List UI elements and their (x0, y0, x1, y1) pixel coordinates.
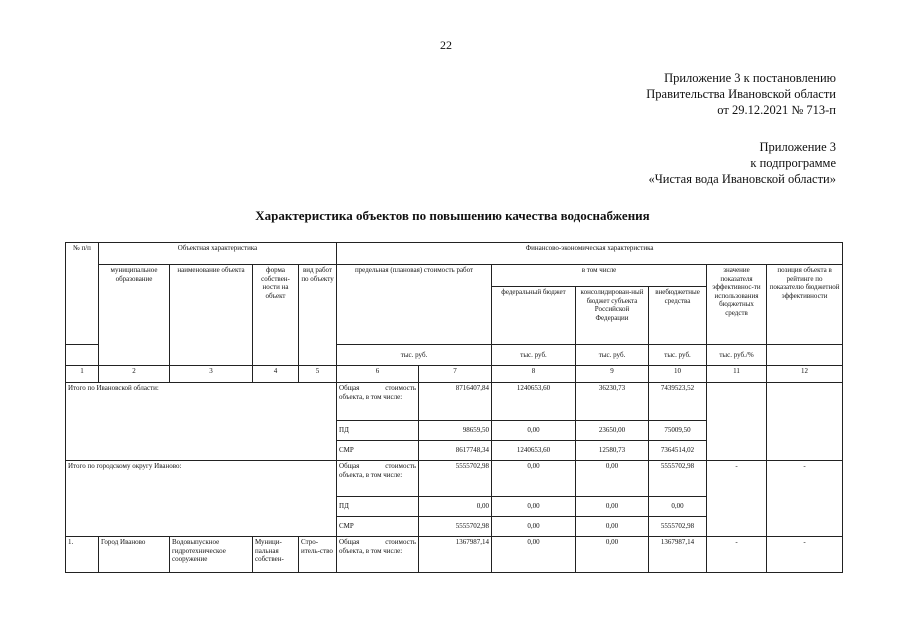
cell-federal: 1240653,60 (492, 441, 576, 461)
header-unit-federal: тыс. руб. (492, 345, 576, 366)
row-kind: ПД (337, 421, 419, 441)
cell-total: 5555702,98 (419, 517, 492, 537)
objects-table (65, 242, 843, 573)
header-unit-consolidated: тыс. руб. (576, 345, 649, 366)
cell-efficiency: - (707, 461, 767, 537)
header-unit-max-cost: тыс. руб. (337, 345, 492, 366)
cell-consolidated: 0,00 (576, 461, 649, 497)
row-kind: СМР (337, 441, 419, 461)
total-ivanovo-label: Итого по городскому округу Иваново: (66, 461, 337, 537)
header-object-characteristic: Объектная характеристика (99, 243, 337, 265)
col-number: 10 (649, 366, 707, 383)
cell-consolidated: 36230,73 (576, 383, 649, 421)
header-municipal: муниципальное образование (99, 265, 170, 366)
cell-total: 8716407,84 (419, 383, 492, 421)
header-unit-extrabudget: тыс. руб. (649, 345, 707, 366)
header-unit-empty (66, 345, 99, 366)
col-number: 12 (767, 366, 843, 383)
cell-extrabudget: 5555702,98 (649, 517, 707, 537)
cell-consolidated: 12580,73 (576, 441, 649, 461)
header-financial-characteristic: Финансово-экономическая характеристика (337, 243, 843, 265)
col-number: 4 (253, 366, 299, 383)
header-max-cost: предельная (плановая) стоимость работ (337, 265, 492, 345)
col-number: 1 (66, 366, 99, 383)
cell-federal: 1240653,60 (492, 383, 576, 421)
col-number: 8 (492, 366, 576, 383)
header-including: в том числе (492, 265, 707, 287)
col-number: 5 (299, 366, 337, 383)
cell-total: 0,00 (419, 497, 492, 517)
item-municipal: Город Иваново (99, 537, 170, 573)
item-work-type: Стро-итель-ство (299, 537, 337, 573)
header-ownership: форма собствен-ности на объект (253, 265, 299, 366)
cell-efficiency: - (707, 537, 767, 573)
cell-ranking (767, 383, 843, 461)
col-number: 9 (576, 366, 649, 383)
cell-consolidated: 23650,00 (576, 421, 649, 441)
cell-federal: 0,00 (492, 497, 576, 517)
header-work-type: вид работ по объекту (299, 265, 337, 366)
header-consolidated: консолидирован-ный бюджет субъекта Российской Федерации (576, 287, 649, 345)
cell-extrabudget: 0,00 (649, 497, 707, 517)
row-kind: ПД (337, 497, 419, 517)
cell-federal: 0,00 (492, 517, 576, 537)
page-number: 22 (440, 38, 452, 52)
row-kind: Общая стоимость объекта, в том числе: (337, 461, 419, 497)
table-row (66, 383, 843, 421)
row-kind: Общая стоимость объекта, в том числе: (337, 383, 419, 421)
header-unit-efficiency: тыс. руб./% (707, 345, 767, 366)
cell-extrabudget: 75009,50 (649, 421, 707, 441)
appendix-subprogram-line2: к подпрограмме (750, 156, 836, 170)
item-object-name: Водовыпускное гидротехническое сооружение (170, 537, 253, 573)
header-efficiency: значение показателя эффективнос-ти использования бюджетных средств (707, 265, 767, 345)
row-kind: Общая стоимость объекта, в том числе: (337, 537, 419, 573)
col-number: 2 (99, 366, 170, 383)
row-kind: СМР (337, 517, 419, 537)
col-number: 7 (419, 366, 492, 383)
cell-total: 98659,50 (419, 421, 492, 441)
cell-consolidated: 0,00 (576, 517, 649, 537)
header-extrabudget: внебюджетные средства (649, 287, 707, 345)
cell-ranking: - (767, 461, 843, 537)
header-ranking: позиция объекта в рейтинге по показателю бюджетной эффективности (767, 265, 843, 345)
header-unit-ranking (767, 345, 843, 366)
col-number: 11 (707, 366, 767, 383)
appendix-subprogram-block (648, 139, 836, 187)
table-row (66, 537, 843, 573)
cell-ranking: - (767, 537, 843, 573)
cell-federal: 0,00 (492, 537, 576, 573)
header-object-name: наименование объекта (170, 265, 253, 366)
appendix-subprogram-line1: Приложение 3 (759, 140, 836, 154)
appendix-decree-line1: Приложение 3 к постановлению (664, 71, 836, 85)
document-title: Характеристика объектов по повышению качества водоснабжения (255, 208, 650, 223)
col-number: 6 (337, 366, 419, 383)
cell-total: 5555702,98 (419, 461, 492, 497)
appendix-decree-block (646, 70, 836, 118)
cell-federal: 0,00 (492, 421, 576, 441)
col-number: 3 (170, 366, 253, 383)
total-region-label: Итого по Ивановской области: (66, 383, 337, 461)
header-num: № п/п (66, 243, 99, 345)
table-row (66, 461, 843, 497)
cell-extrabudget: 1367987,14 (649, 537, 707, 573)
cell-total: 1367987,14 (419, 537, 492, 573)
item-ownership: Муници-пальная собствен- (253, 537, 299, 573)
cell-consolidated: 0,00 (576, 497, 649, 517)
header-federal: федеральный бюджет (492, 287, 576, 345)
cell-total: 8617748,34 (419, 441, 492, 461)
cell-extrabudget: 5555702,98 (649, 461, 707, 497)
cell-consolidated: 0,00 (576, 537, 649, 573)
cell-extrabudget: 7439523,52 (649, 383, 707, 421)
item-num: 1. (66, 537, 99, 573)
appendix-decree-line2: Правительства Ивановской области (646, 87, 836, 101)
appendix-decree-line3: от 29.12.2021 № 713-п (717, 103, 836, 117)
cell-federal: 0,00 (492, 461, 576, 497)
cell-extrabudget: 7364514,02 (649, 441, 707, 461)
appendix-subprogram-line3: «Чистая вода Ивановской области» (648, 172, 836, 186)
cell-efficiency (707, 383, 767, 461)
